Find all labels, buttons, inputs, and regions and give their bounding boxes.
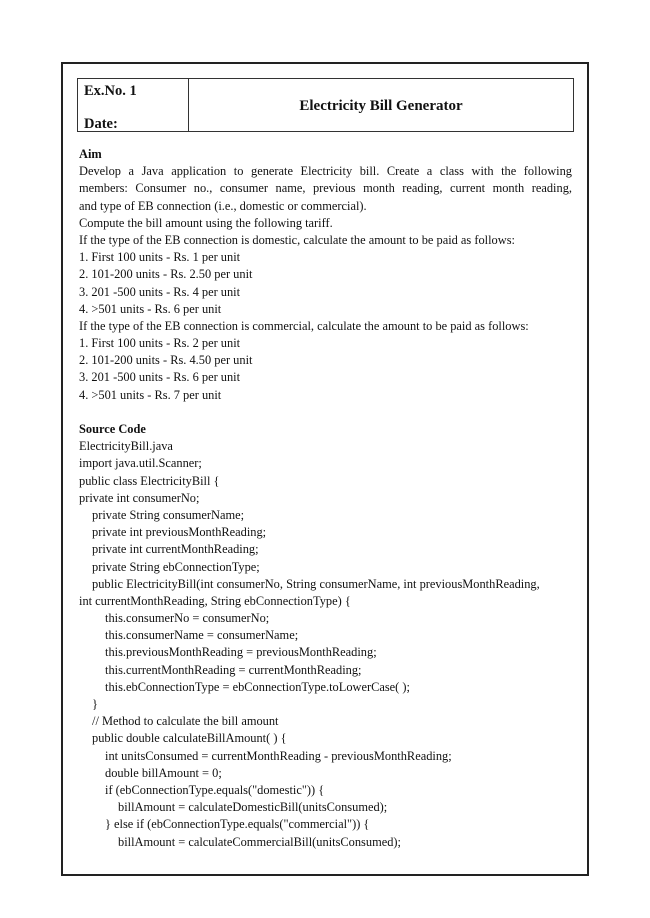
domestic-tariff-item: 2. 101-200 units - Rs. 2.50 per unit: [79, 267, 253, 282]
domestic-tariff-item: 4. >501 units - Rs. 6 per unit: [79, 301, 222, 316]
code-line: if (ebConnectionType.equals("domestic")) {: [105, 782, 325, 797]
code-line: // Method to calculate the bill amount: [92, 714, 279, 729]
header-table: [77, 78, 574, 132]
header-left-cell: [78, 79, 189, 131]
domestic-tariff-item: 3. 201 -500 units - Rs. 4 per unit: [79, 284, 241, 299]
document-body: [79, 146, 572, 851]
date-label: Date:: [84, 116, 118, 132]
aim-heading: Aim: [79, 147, 102, 161]
commercial-tariff-item: 1. First 100 units - Rs. 2 per unit: [79, 336, 241, 351]
code-line: private String ebConnectionType;: [92, 559, 260, 574]
code-line: private int consumerNo;: [79, 490, 200, 505]
section-spacer: [79, 404, 572, 421]
aim-paragraph-line: and type of EB connection (i.e., domestic or commercial).: [79, 198, 367, 213]
code-line: public class ElectricityBill {: [79, 473, 220, 488]
domestic-intro: If the type of the EB connection is domestic, calculate the amount to be paid as follows:: [79, 232, 515, 247]
code-line: this.currentMonthReading = currentMonthReading;: [105, 662, 362, 677]
code-line: billAmount = calculateCommercialBill(unitsConsumed);: [118, 834, 401, 849]
aim-paragraph-line: Develop a Java application to generate Electricity bill. Create a class with the following: [79, 164, 572, 179]
code-line: this.ebConnectionType = ebConnectionType.toLowerCase( );: [105, 679, 410, 694]
code-line: private int previousMonthReading;: [92, 525, 267, 540]
code-line: ElectricityBill.java: [79, 439, 173, 454]
source-code-heading: Source Code: [79, 422, 146, 436]
page-title: Electricity Bill Generator: [299, 97, 463, 114]
code-line: public double calculateBillAmount( ) {: [92, 731, 287, 746]
code-line: billAmount = calculateDomesticBill(unitsConsumed);: [118, 800, 388, 815]
code-line: } else if (ebConnectionType.equals("commercial")) {: [105, 817, 370, 832]
commercial-tariff-item: 3. 201 -500 units - Rs. 6 per unit: [79, 370, 241, 385]
code-line: public ElectricityBill(int consumerNo, String consumerName, int previousMonthReading,: [92, 576, 540, 591]
code-line: double billAmount = 0;: [105, 765, 222, 780]
compute-text: Compute the bill amount using the following tariff.: [79, 215, 333, 230]
code-line: int currentMonthReading, String ebConnectionType) {: [79, 593, 351, 608]
aim-paragraph-line: members: Consumer no., consumer name, previous month reading, current month reading,: [79, 181, 572, 196]
commercial-intro: If the type of the EB connection is commercial, calculate the amount to be paid as follows:: [79, 318, 529, 333]
code-line: this.previousMonthReading = previousMonthReading;: [105, 645, 377, 660]
code-line: this.consumerNo = consumerNo;: [105, 611, 270, 626]
code-line: import java.util.Scanner;: [79, 456, 202, 471]
code-line: private String consumerName;: [92, 507, 245, 522]
domestic-tariff-item: 1. First 100 units - Rs. 1 per unit: [79, 250, 241, 265]
commercial-tariff-item: 4. >501 units - Rs. 7 per unit: [79, 387, 222, 402]
code-line: this.consumerName = consumerName;: [105, 628, 299, 643]
exercise-number: Ex.No. 1: [84, 83, 137, 99]
commercial-tariff-item: 2. 101-200 units - Rs. 4.50 per unit: [79, 353, 253, 368]
code-line: int unitsConsumed = currentMonthReading - previousMonthReading;: [105, 748, 452, 763]
code-line: }: [92, 697, 98, 711]
code-line: private int currentMonthReading;: [92, 542, 259, 557]
